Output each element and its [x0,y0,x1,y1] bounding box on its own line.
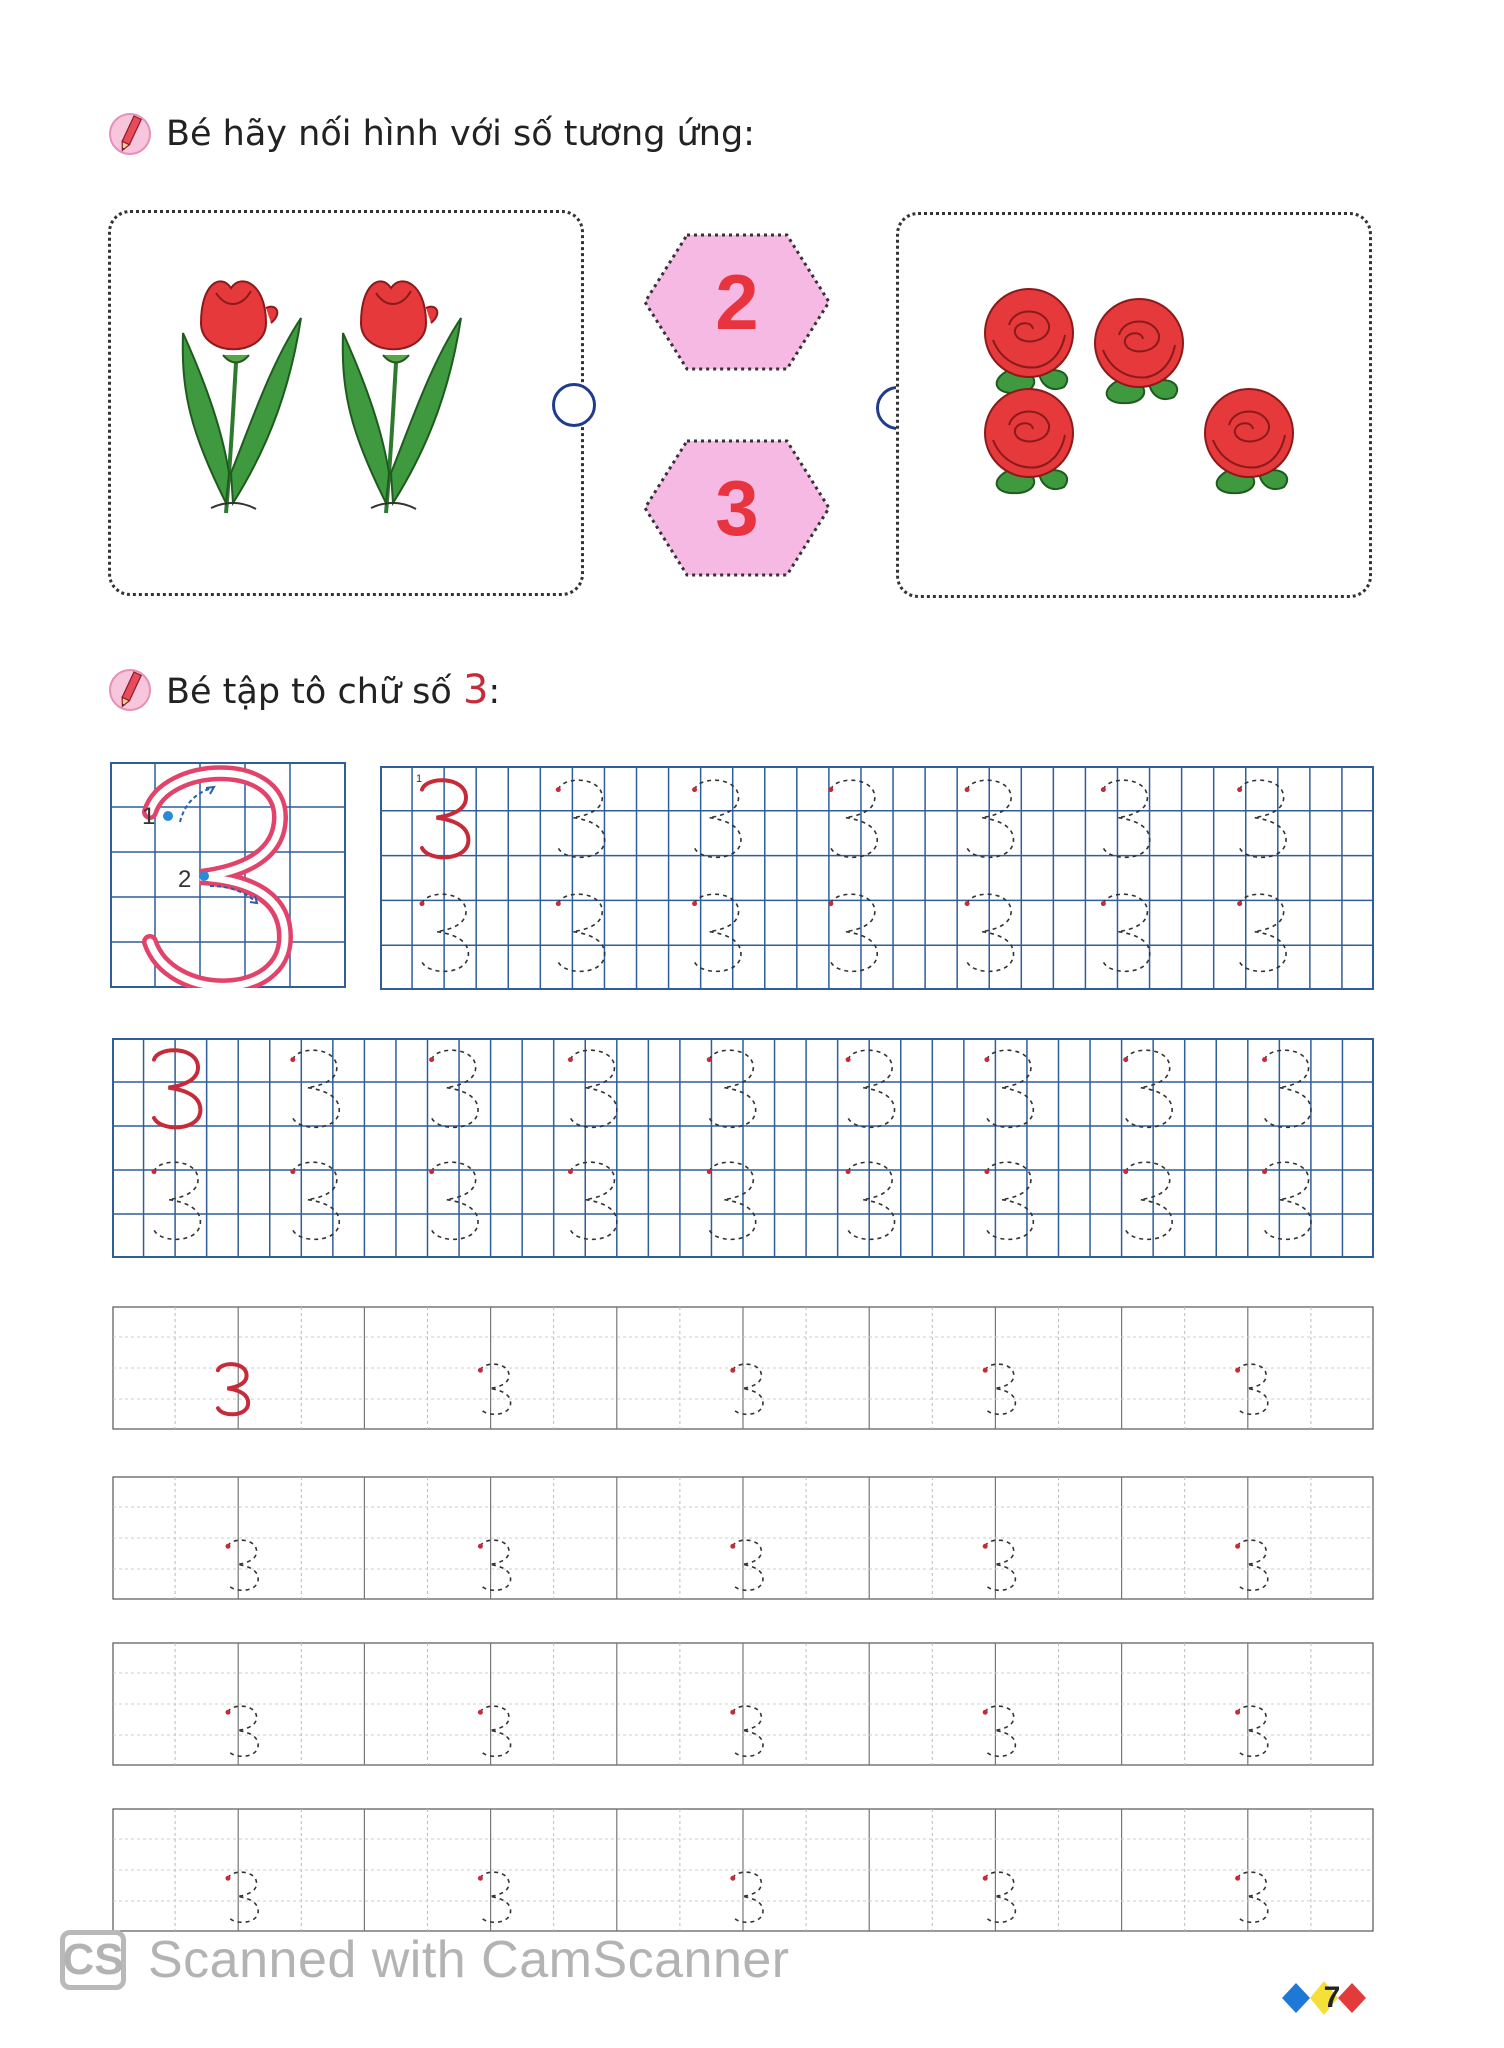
start-dot [226,1876,231,1881]
rose-flowers-image [979,285,1299,515]
start-dot [1101,787,1106,792]
start-dot [984,1057,989,1062]
start-dot [1262,1169,1267,1174]
dotted-digit-3 [432,1162,478,1239]
start-dot [730,1544,735,1549]
dotted-digit-3 [848,1050,894,1127]
start-dot [429,1169,434,1174]
dotted-digit-3 [733,1872,763,1922]
dotted-digit-3 [1240,894,1286,971]
mini-stroke-label: 1 [416,773,423,785]
model-digit-3 [154,1050,200,1127]
model-digit-grid [110,762,346,988]
instruction-trace-text: Bé tập tô chữ số [166,672,463,712]
start-dot [1123,1057,1128,1062]
start-dot [846,1057,851,1062]
dotted-digit-3 [985,1540,1015,1590]
dotted-digit-3 [967,894,1013,971]
instruction-trace-colon: : [488,672,501,712]
dotted-digit-3 [695,894,741,971]
dotted-digit-3 [1238,1540,1268,1590]
practice-row-1[interactable] [112,1306,1374,1430]
start-dot [1235,1710,1240,1715]
dotted-digit-3 [570,1162,616,1239]
start-dot [730,1368,735,1373]
dotted-digit-3 [1126,1050,1172,1127]
dotted-digit-3 [570,1050,616,1127]
start-dot [226,1710,231,1715]
dotted-digit-3 [709,1162,755,1239]
start-dot [429,1057,434,1062]
dotted-digit-3 [480,1706,510,1756]
dotted-digit-3 [480,1364,510,1414]
dotted-digit-3 [1103,780,1149,857]
start-dot [730,1876,735,1881]
dotted-digit-3 [1103,894,1149,971]
dotted-digit-3 [831,780,877,857]
start-dot [556,901,561,906]
connector-left[interactable] [552,383,596,427]
dotted-digit-3 [228,1706,258,1756]
dotted-digit-3 [432,1050,478,1127]
dotted-digit-3 [985,1706,1015,1756]
camscanner-logo: CS [60,1930,126,1990]
start-dot [556,787,561,792]
dotted-digit-3 [733,1540,763,1590]
start-dot [983,1368,988,1373]
start-dot [1235,1368,1240,1373]
start-dot [828,901,833,906]
dotted-digit-3 [558,780,604,857]
pencil-icon [108,110,152,158]
start-dot [568,1057,573,1062]
dotted-digit-3 [1265,1050,1311,1127]
start-dot [983,1544,988,1549]
dotted-digit-3 [831,894,877,971]
start-dot [478,1710,483,1715]
start-dot [226,1544,231,1549]
practice-row-3[interactable] [112,1642,1374,1766]
tulip-flowers-image [171,273,501,523]
start-dot [290,1057,295,1062]
dotted-digit-3 [1238,1364,1268,1414]
roses-box [896,212,1372,598]
dotted-digit-3 [1238,1706,1268,1756]
start-dot [965,787,970,792]
start-dot [478,1544,483,1549]
hexagon-number-2: 2 [715,257,759,346]
start-dot [1262,1057,1267,1062]
tulips-box [108,210,584,596]
dotted-digit-3 [422,894,468,971]
dotted-digit-3 [1265,1162,1311,1239]
page-number: 7 [1323,1981,1341,2014]
stroke-label-2: 2 [178,866,192,893]
instruction-match [108,110,755,158]
instruction-trace-digit: 3 [462,667,489,713]
dotted-digit-3 [154,1162,200,1239]
start-dot [568,1169,573,1174]
start-dot [965,901,970,906]
start-dot [1101,901,1106,906]
start-dot [1235,1876,1240,1881]
start-dot [152,1169,157,1174]
start-dot [828,787,833,792]
model-digit-3 [218,1364,248,1414]
start-dot [290,1169,295,1174]
start-dot [478,1368,483,1373]
instruction-trace [108,666,500,714]
pencil-icon [108,666,152,714]
start-dot [1235,1544,1240,1549]
start-dot [984,1169,989,1174]
dotted-digit-3 [480,1872,510,1922]
dotted-digit-3 [967,780,1013,857]
dotted-digit-3 [733,1364,763,1414]
dotted-digit-3 [1238,1872,1268,1922]
hexagon-number-3: 3 [715,463,759,552]
start-dot [692,787,697,792]
scanner-watermark: Scanned with CamScanner [148,1931,790,1989]
dotted-digit-3 [1126,1162,1172,1239]
start-dot [846,1169,851,1174]
instruction-match-text: Bé hãy nối hình với số tương ứng: [166,114,755,154]
dotted-digit-3 [848,1162,894,1239]
dotted-digit-3 [228,1540,258,1590]
start-dot [478,1876,483,1881]
start-dot [983,1876,988,1881]
model-digit-3 [422,780,468,857]
start-dot [1237,787,1242,792]
dotted-digit-3 [228,1872,258,1922]
start-dot [420,901,425,906]
start-dot [730,1710,735,1715]
start-dot [692,901,697,906]
start-dot [1237,901,1242,906]
trace-grid-1[interactable] [380,766,1374,990]
dotted-digit-3 [558,894,604,971]
dotted-digit-3 [1240,780,1286,857]
dotted-digit-3 [709,1050,755,1127]
start-dot [1123,1169,1128,1174]
dotted-digit-3 [480,1540,510,1590]
start-dot [707,1057,712,1062]
dotted-digit-3 [985,1872,1015,1922]
dotted-digit-3 [733,1706,763,1756]
dotted-digit-3 [695,780,741,857]
start-dot [983,1710,988,1715]
stroke-label-1: 1 [142,803,156,830]
start-dot [707,1169,712,1174]
dotted-digit-3 [985,1364,1015,1414]
trace-grid-2[interactable] [112,1038,1374,1258]
practice-row-2[interactable] [112,1476,1374,1600]
practice-row-4[interactable] [112,1808,1374,1932]
